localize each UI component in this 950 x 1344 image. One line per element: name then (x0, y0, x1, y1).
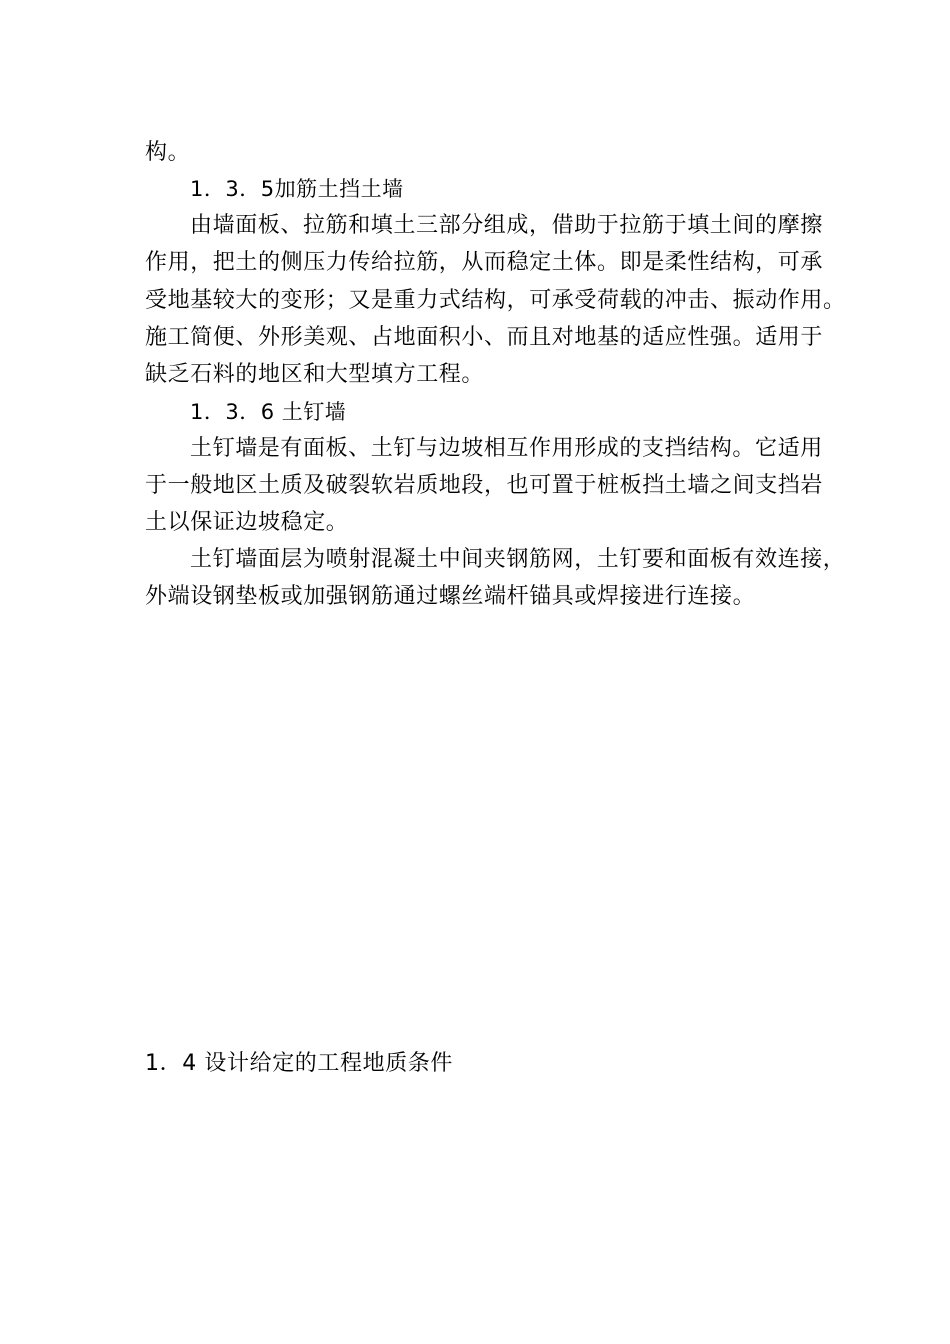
paragraph-line: 作用，把土的侧压力传给拉筋，从而稳定土体。即是柔性结构，可承 (145, 250, 824, 275)
continuation-text: 构。 (145, 140, 191, 165)
paragraph-line: 外端设钢垫板或加强钢筋通过螺丝端杆锚具或焊接进行连接。 (145, 584, 756, 609)
paragraph-line: 施工简便、外形美观、占地面积小、而且对地基的适应性强。适用于 (145, 325, 824, 350)
paragraph-line: 缺乏石料的地区和大型填方工程。 (145, 362, 485, 387)
paragraph-line: 由墙面板、拉筋和填土三部分组成，借助于拉筋于填土间的摩擦 (190, 213, 823, 238)
heading-1-4: 1．4 设计给定的工程地质条件 (145, 1051, 453, 1076)
paragraph-line: 受地基较大的变形；又是重力式结构，可承受荷载的冲击、振动作用。 (145, 288, 846, 313)
heading-1-3-6: 1．3．6 土钉墙 (190, 400, 347, 424)
paragraph-line: 土钉墙面层为喷射混凝土中间夹钢筋网，土钉要和面板有效连接， (190, 547, 846, 572)
paragraph-line: 土钉墙是有面板、土钉与边坡相互作用形成的支挡结构。它适用 (190, 436, 823, 461)
paragraph-line: 土以保证边坡稳定。 (145, 510, 349, 535)
heading-1-3-5: 1．3．5加筋土挡土墙 (190, 177, 404, 201)
paragraph-line: 于一般地区土质及破裂软岩质地段，也可置于桩板挡土墙之间支挡岩 (145, 473, 824, 498)
